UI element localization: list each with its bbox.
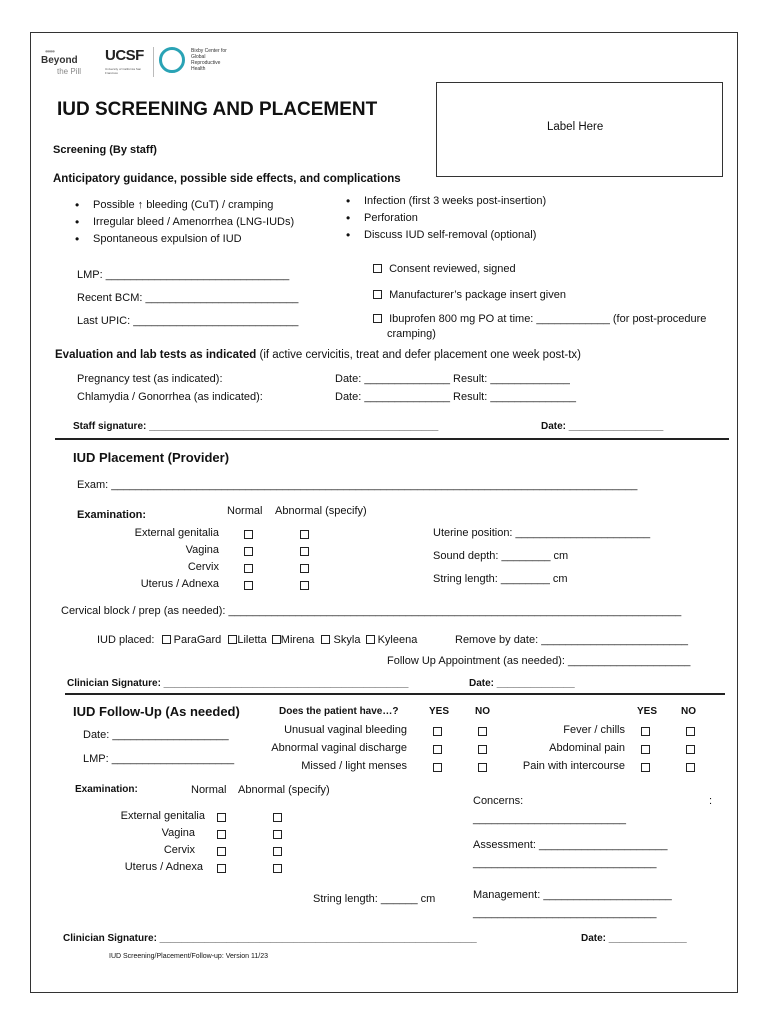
section-divider — [65, 693, 725, 695]
followup-string-length-field[interactable]: String length: ______ cm — [313, 893, 436, 905]
followup-yes-checkbox-2[interactable] — [641, 763, 650, 772]
followup-examination-label: Examination: — [75, 784, 138, 795]
followup-row-label: Vagina — [161, 827, 195, 839]
followup-normal-checkbox[interactable] — [217, 847, 226, 856]
placement-normal-checkbox[interactable] — [244, 564, 253, 573]
concerns-label: Concerns: — [473, 795, 524, 807]
logo-divider — [153, 47, 154, 77]
lmp-field[interactable]: LMP: ______________________________ — [77, 269, 290, 281]
followup-right-item: Pain with intercourse — [522, 760, 625, 772]
placement-abnormal-checkbox[interactable] — [300, 530, 309, 539]
assessment-field-line[interactable]: ______________________________ — [473, 857, 657, 869]
management-field-line[interactable]: ______________________________ — [473, 907, 657, 919]
followup-date-field[interactable]: Date: ___________________ — [83, 729, 229, 741]
followup-yes-checkbox[interactable] — [433, 727, 442, 736]
mirena-checkbox[interactable] — [272, 635, 281, 644]
followup-clinician-signature[interactable]: Clinician Signature: _________________________________________________________ — [63, 933, 477, 944]
section-divider — [55, 438, 729, 440]
staff-date-field[interactable]: Date: _________________ — [541, 421, 664, 432]
iud-placed-label: IUD placed: — [97, 634, 155, 646]
consent-checkbox[interactable] — [373, 264, 382, 273]
kyleena-checkbox[interactable] — [366, 635, 375, 644]
followup-row-label: Cervix — [163, 844, 195, 856]
followup-no-header-2: NO — [681, 706, 696, 717]
followup-no-header: NO — [475, 706, 490, 717]
followup-left-item: Abnormal vaginal discharge — [271, 742, 407, 754]
consent-checkbox-row[interactable] — [373, 263, 516, 275]
followup-left-item: Missed / light menses — [301, 760, 407, 772]
insert-label: Manufacturer’s package insert given — [389, 289, 566, 301]
followup-row-label: Uterus / Adnexa — [124, 861, 203, 873]
followup-yes-header: YES — [429, 706, 450, 717]
iud-placed-row — [97, 634, 417, 646]
guidance-heading: Anticipatory guidance, possible side effects, and complications — [53, 173, 401, 185]
followup-no-checkbox-2[interactable] — [686, 727, 695, 736]
followup-no-checkbox[interactable] — [478, 727, 487, 736]
liletta-label: Liletta — [237, 634, 267, 646]
screening-heading: Screening (By staff) — [53, 144, 157, 156]
placement-row-label: Cervix — [187, 561, 219, 573]
placement-examination-label: Examination: — [77, 509, 147, 521]
followup-yes-checkbox[interactable] — [433, 763, 442, 772]
insert-checkbox-row[interactable] — [373, 289, 566, 301]
management-field[interactable]: Management: _____________________ — [473, 889, 672, 901]
list-item: • Spontaneous expulsion of IUD — [73, 233, 294, 250]
ibuprofen-checkbox[interactable] — [373, 314, 382, 323]
insert-checkbox[interactable] — [373, 290, 382, 299]
label-box — [436, 82, 723, 177]
placement-col-normal: Normal — [227, 505, 263, 517]
sound-depth-field[interactable]: Sound depth: ________ cm — [433, 550, 569, 562]
list-item: • Infection (first 3 weeks post-insertion) — [344, 195, 546, 212]
exam-field[interactable]: Exam: ______________________________________________________________________________________ — [77, 479, 638, 491]
placement-clinician-date[interactable]: Date: ______________ — [469, 678, 575, 689]
consent-label: Consent reviewed, signed — [389, 263, 516, 275]
last-upic-field[interactable]: Last UPIC: ___________________________ — [77, 315, 299, 327]
followup-normal-checkbox[interactable] — [217, 813, 226, 822]
followup-abnormal-checkbox[interactable] — [273, 847, 282, 856]
skyla-label: Skyla — [333, 634, 361, 646]
followup-normal-checkbox[interactable] — [217, 864, 226, 873]
placement-col-abnormal: Abnormal (specify) — [275, 505, 367, 517]
logo-dots: ••••• — [45, 47, 55, 56]
followup-normal-checkbox[interactable] — [217, 830, 226, 839]
logo-ucsf-text: UCSF — [105, 47, 144, 64]
followup-no-checkbox-2[interactable] — [686, 745, 695, 754]
bixby-logo-icon — [159, 47, 185, 73]
pregnancy-test-label: Pregnancy test (as indicated): — [77, 373, 223, 385]
placement-clinician-signature[interactable]: Clinician Signature: ____________________________________________ — [67, 678, 409, 689]
form-page — [30, 32, 738, 993]
followup-question: Does the patient have…? — [279, 706, 399, 717]
placement-row-label: Vagina — [185, 544, 219, 556]
list-item: • Possible ↑ bleeding (CuT) / cramping — [73, 199, 294, 216]
cervical-block-field[interactable]: Cervical block / prep (as needed): __________________________________________________________________________ — [61, 605, 682, 617]
label-box-text: Label Here — [547, 121, 604, 133]
followup-abnormal-checkbox[interactable] — [273, 830, 282, 839]
followup-yes-checkbox-2[interactable] — [641, 727, 650, 736]
ibuprofen-label: Ibuprofen 800 mg PO at time: ____________ (for post-procedure — [389, 313, 707, 325]
placement-abnormal-checkbox[interactable] — [300, 564, 309, 573]
followup-abnormal-checkbox[interactable] — [273, 864, 282, 873]
page-title: IUD SCREENING AND PLACEMENT — [57, 99, 378, 120]
followup-yes-header-2: YES — [637, 706, 658, 717]
follow-up-appointment-field[interactable]: Follow Up Appointment (as needed): ____________________ — [387, 655, 691, 667]
pregnancy-date-result[interactable]: Date: ______________ Result: _____________ — [335, 373, 570, 385]
evaluation-heading — [55, 349, 581, 361]
followup-yes-checkbox-2[interactable] — [641, 745, 650, 754]
chlamydia-date-result[interactable]: Date: ______________ Result: ______________ — [335, 391, 576, 403]
list-item: • Discuss IUD self-removal (optional) — [344, 229, 546, 246]
logo-bixby-text: Bixby Center for Global Reproductive Health — [191, 48, 227, 72]
logo-ucsf-subtext: University of California San Francisco — [105, 67, 142, 75]
followup-right-item: Fever / chills — [563, 724, 625, 736]
kyleena-label: Kyleena — [377, 634, 418, 646]
placement-row-label: Uterus / Adnexa — [140, 578, 219, 590]
placement-abnormal-checkbox[interactable] — [300, 581, 309, 590]
followup-heading: IUD Follow-Up (As needed) — [73, 704, 240, 719]
placement-normal-checkbox[interactable] — [244, 547, 253, 556]
mirena-label: Mirena — [280, 634, 315, 646]
followup-col-normal: Normal — [191, 784, 227, 796]
followup-clinician-date[interactable]: Date: ______________ — [581, 933, 687, 944]
paragard-label: ParaGard — [173, 634, 222, 646]
staff-signature-field[interactable]: Staff signature: ____________________________________________________ — [73, 421, 439, 432]
skyla-checkbox[interactable] — [321, 635, 330, 644]
uterine-position-field[interactable]: Uterine position: ______________________ — [433, 527, 651, 539]
followup-lmp-field[interactable]: LMP: ____________________ — [83, 753, 235, 765]
followup-col-abnormal: Abnormal (specify) — [238, 784, 330, 796]
placement-abnormal-checkbox[interactable] — [300, 547, 309, 556]
followup-no-checkbox-2[interactable] — [686, 763, 695, 772]
followup-abnormal-checkbox[interactable] — [273, 813, 282, 822]
assessment-field[interactable]: Assessment: _____________________ — [473, 839, 668, 851]
beyond-the-pill-logo — [41, 47, 101, 81]
ucsf-logo — [105, 47, 155, 79]
evaluation-heading-bold: Evaluation and lab tests as indicated — [55, 349, 257, 361]
guidance-list-right — [344, 195, 546, 246]
placement-normal-checkbox[interactable] — [244, 581, 253, 590]
paragard-checkbox[interactable] — [162, 635, 171, 644]
followup-no-checkbox[interactable] — [478, 745, 487, 754]
list-item: • Irregular bleed / Amenorrhea (LNG-IUDs) — [73, 216, 294, 233]
concerns-field[interactable]: _________________________ — [473, 813, 626, 825]
followup-yes-checkbox[interactable] — [433, 745, 442, 754]
placement-heading: IUD Placement (Provider) — [73, 450, 230, 465]
concerns-colon: : — [709, 795, 713, 807]
footer-version: IUD Screening/Placement/Follow-up: Version 11/23 — [109, 953, 269, 960]
evaluation-heading-rest: (if active cervicitis, treat and defer placement one week post-tx) — [256, 349, 582, 361]
list-item: • Perforation — [344, 212, 546, 229]
ibuprofen-checkbox-row[interactable] — [373, 313, 706, 325]
followup-right-item: Abdominal pain — [549, 742, 625, 754]
ibuprofen-label-cont: cramping) — [387, 328, 436, 340]
string-length-field[interactable]: String length: ________ cm — [433, 573, 568, 585]
guidance-list-left — [73, 199, 294, 250]
logo-the-pill-text: the Pill — [57, 67, 82, 76]
placement-row-label: External genitalia — [134, 527, 219, 539]
remove-by-date-field[interactable]: Remove by date: ________________________ — [455, 634, 689, 646]
followup-row-label: External genitalia — [120, 810, 205, 822]
followup-no-checkbox[interactable] — [478, 763, 487, 772]
recent-bcm-field[interactable]: Recent BCM: _________________________ — [77, 292, 299, 304]
placement-normal-checkbox[interactable] — [244, 530, 253, 539]
chlamydia-label: Chlamydia / Gonorrhea (as indicated): — [77, 391, 263, 403]
followup-left-item: Unusual vaginal bleeding — [284, 724, 407, 736]
logo-beyond-text: Beyond — [41, 55, 78, 66]
